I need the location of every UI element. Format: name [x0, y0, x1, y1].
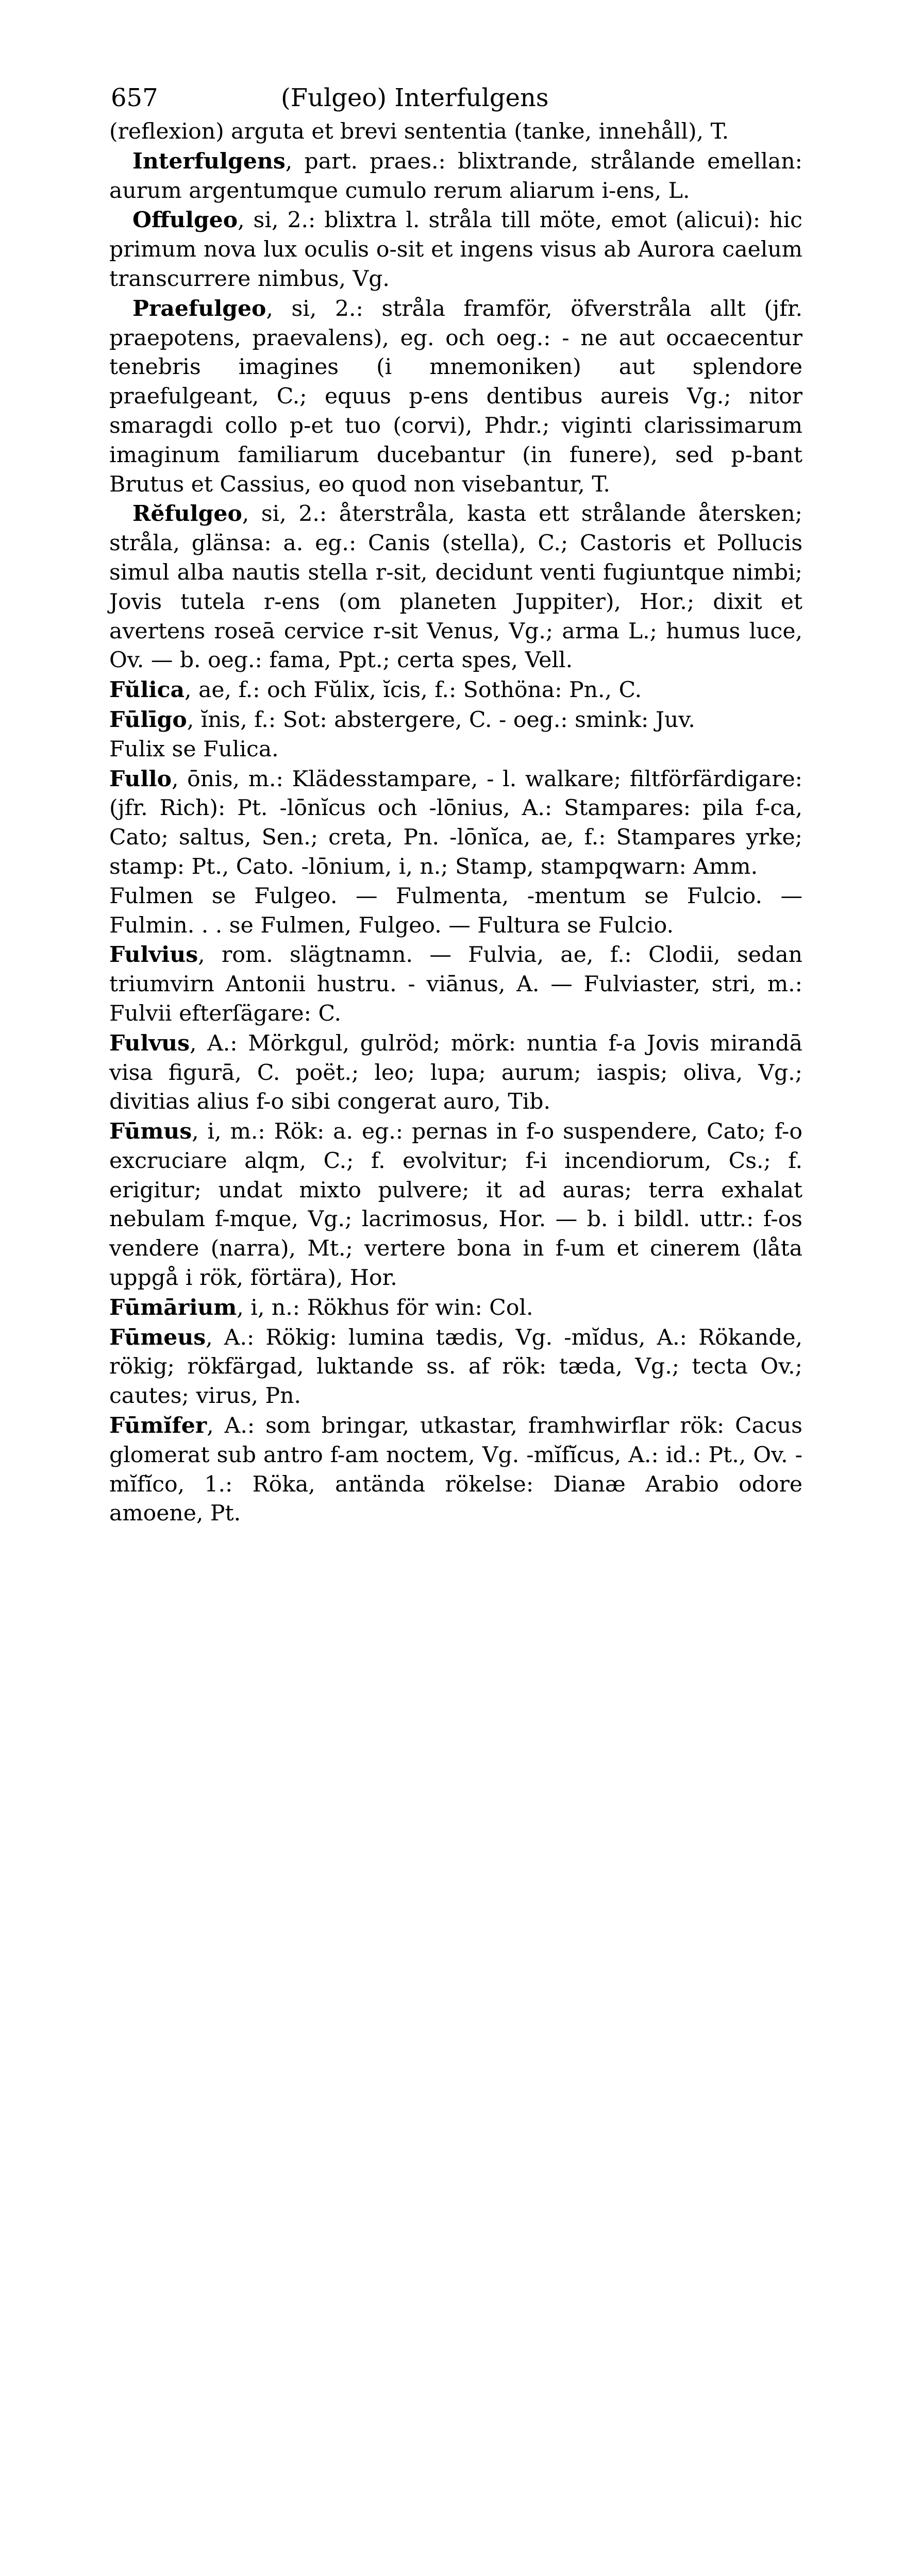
entry-fulmen: Fulmen se Fulgeo. — Fulmenta, -mentum se Fulcio. — Fulmin. . . se Fulmen, Fulgeo. — Fultura se Fulcio. [109, 883, 802, 938]
entry-fumeus: Fūmeus, A.: Rökig: lumina tædis, Vg. -mĭdus, A.: Rökande, rökig; rökfärgad, luktande ss. af rök: tæda, Vg.; tecta Ov.; cautes; virus, Pn. [109, 1324, 802, 1409]
running-head: (Fulgeo) Interfulgens [281, 83, 549, 112]
page-number: 657 [111, 83, 158, 112]
entry-fumifer: Fūmĭfer, A.: som bringar, utkastar, framhwirflar rök: Cacus glomerat sub antro f-am noctem, Vg. -mĭfĭcus, A.: id.: Pt., Ov. -mĭfĭco, 1.: Röka, antända rökelse: Dianæ Arabio odore amoene, Pt. [109, 1413, 802, 1527]
page-header [111, 77, 801, 118]
entry-fumus: Fūmus, i, m.: Rök: a. eg.: pernas in f-o suspendere, Cato; f-o excruciare alqm, C.; f. evolvitur; f-i incendiorum, Cs.; f. erigitur; undat mixto pulvere; it ad auras; terra exhalat nebulam f-mque, Vg.; lacrimosus, Hor. — b. i bildl. uttr.: f-os vendere (narra), Mt.; vertere bona in f-um et cinerem (låta uppgå i rök, förtära), Hor. [109, 1118, 802, 1291]
entry-fullo: Fullo, ōnis, m.: Klädesstampare, - l. walkare; filtförfärdigare: (jfr. Rich): Pt. -lōnĭcus och -lōnius, A.: Stampares: pila f-ca, Cato; saltus, Sen.; creta, Pn. -lōnĭca, ae, f.: Stampares yrke; stamp: Pt., Cato. -lōnium, i, n.; Stamp, stampqwarn: Amm. [109, 766, 802, 879]
entry-refulgeo: Rĕfulgeo, si, 2.: återstråla, kasta ett strålande återsken; stråla, glänsa: a. eg.: Canis (stella), C.; Castoris et Pollucis simul alba nautis stella r-sit, decidunt venti fugiuntque nimbi; Jovis tutela r-ens (om planeten Juppiter), Hor.; dixit et avertens roseā cervice r-sit Venus, Vg.; arma L.; humus luce, Ov. — b. oeg.: fama, Ppt.; certa spes, Vell. [109, 501, 802, 673]
entry-continuation: (reflexion) arguta et brevi sententia (tanke, innehåll), T. [109, 119, 729, 144]
entry-interfulgens: Interfulgens, part. praes.: blixtrande, strålande emellan: aurum argentumque cumulo rerum aliarum i-ens, L. [109, 148, 802, 204]
entry-fulix: Fulix se Fulica. [109, 736, 279, 762]
entry-fumarium: Fūmārium, i, n.: Rökhus för win: Col. [109, 1294, 533, 1320]
entry-fulvus: Fulvus, A.: Mörkgul, gulröd; mörk: nuntia f-a Jovis mirandā visa figurā, C. poët.; leo; lupa; aurum; iaspis; oliva, Vg.; divitias alius f-o sibi congerat auro, Tib. [109, 1030, 802, 1115]
entry-praefulgeo: Praefulgeo, si, 2.: stråla framför, öfverstråla allt (jfr. praepotens, praevalens), eg. och oeg.: - ne aut occaecentur tenebris imagines (i mnemoniken) aut splendore praefulgeant, C.; equus p-ens dentibus aureis Vg.; nitor smaragdi collo p-et tuo (corvi), Phdr.; viginti clarissimarum imaginum familiarum ducebantur (in funere), sed p-bant Brutus et Cassius, eo quod non visebantur, T. [109, 295, 802, 497]
entry-fulica: Fŭlica, ae, f.: och Fŭlix, ĭcis, f.: Sothöna: Pn., C. [109, 677, 642, 703]
entry-offulgeo: Offulgeo, si, 2.: blixtra l. stråla till möte, emot (alicui): hic primum nova lux oculis o-sit et ingens visus ab Aurora caelum transcurrere nimbus, Vg. [109, 207, 802, 292]
entry-fuligo: Fūlīgo, ĭnis, f.: Sot: abstergere, C. - oeg.: smink: Juv. [109, 706, 695, 733]
entry-fulvius: Fulvius, rom. slägtnamn. — Fulvia, ae, f.: Clodii, sedan triumvirn Antonii hustru. - viānus, A. — Fulviaster, stri, m.: Fulvii efterſägare: C. [109, 942, 802, 1026]
dictionary-column [109, 117, 802, 1529]
